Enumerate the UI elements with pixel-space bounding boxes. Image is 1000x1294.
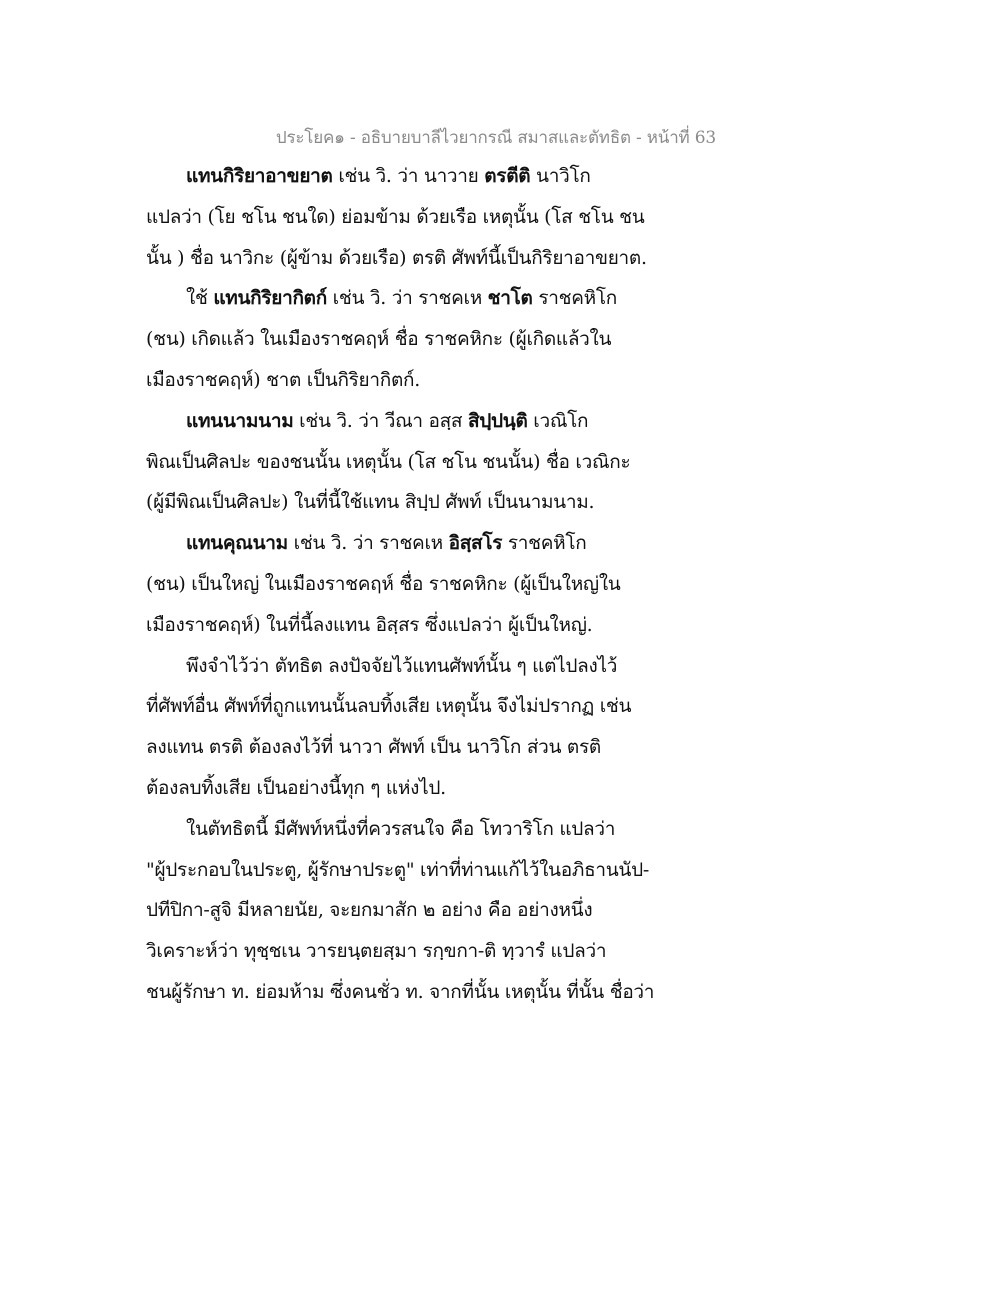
body-text bbox=[146, 156, 706, 1013]
text-segment: เมืองราชคฤห์) ในที่นี้ลงแทน อิสฺสร ซึ่งแปลว่า ผู้เป็นใหญ่. bbox=[146, 613, 593, 636]
paragraph bbox=[146, 809, 706, 1013]
text-segment: เช่น วิ. ว่า วีณา อสฺส bbox=[293, 409, 468, 432]
text-segment: ต้องลบทิ้งเสีย เป็นอย่างนี้ทุก ๆ แห่งไป. bbox=[146, 776, 446, 799]
text-line bbox=[146, 482, 706, 523]
bold-term: แทนกิริยากิตก์ bbox=[213, 287, 327, 310]
text-line bbox=[146, 360, 706, 401]
text-segment: นาวิโก bbox=[530, 165, 591, 187]
bold-term: อิสฺสโร bbox=[448, 532, 503, 555]
text-segment: (ผู้มีพิณเป็นศิลปะ) ในที่นี้ใช้แทน สิปฺป ศัพท์ เป็นนามนาม. bbox=[146, 491, 595, 514]
bold-term: แทนคุณนาม bbox=[186, 532, 288, 555]
text-segment: ราชคหิโก bbox=[532, 287, 617, 310]
text-segment: (ชน) เป็นใหญ่ ในเมืองราชคฤห์ ชื่อ ราชคหิกะ (ผู้เป็นใหญ่ใน bbox=[146, 572, 621, 595]
text-segment: วิเคราะห์ว่า ทุชฺชเน วารยนฺตยสฺมา รกฺขกา-ติ ทฺวารํ แปลว่า bbox=[146, 940, 607, 963]
text-line bbox=[146, 564, 706, 605]
text-line bbox=[146, 156, 706, 197]
running-header: ประโยค๑ - อธิบายบาลีไวยากรณี สมาสและตัทธิต - หน้าที่ 63 bbox=[275, 128, 716, 148]
paragraph bbox=[146, 523, 706, 645]
text-segment: เช่น วิ. ว่า ราชคเห bbox=[326, 287, 488, 310]
text-segment: เมืองราชคฤห์) ชาต เป็นกิริยากิตก์. bbox=[146, 368, 420, 391]
text-line bbox=[146, 523, 706, 564]
text-segment: เช่น วิ. ว่า ราชคเห bbox=[287, 532, 449, 555]
text-line bbox=[146, 646, 706, 687]
paragraph bbox=[146, 401, 706, 523]
text-segment: แปลว่า (โย ชโน ชนใด) ย่อมข้าม ด้วยเรือ เหตุนั้น (โส ชโน ชน bbox=[146, 205, 645, 228]
text-segment: ในตัทธิตนี้ มีศัพท์หนึ่งที่ควรสนใจ คือ โทวาริโก แปลว่า bbox=[186, 817, 616, 840]
text-segment: นั้น ) ชื่อ นาวิกะ (ผู้ข้าม ด้วยเรือ) ตรติ ศัพท์นี้เป็นกิริยาอาขยาต. bbox=[146, 246, 647, 269]
paragraph bbox=[146, 156, 706, 278]
text-segment: ราชคหิโก bbox=[502, 532, 587, 555]
paragraph bbox=[146, 646, 706, 809]
text-line bbox=[146, 605, 706, 646]
text-segment: ชนผู้รักษา ท. ย่อมห้าม ซึ่งคนชั่ว ท. จากที่นั้น เหตุนั้น ที่นั้น ชื่อว่า bbox=[146, 980, 655, 1003]
text-line bbox=[146, 197, 706, 238]
text-segment: "ผู้ประกอบในประตู, ผู้รักษาประตู" เท่าที่ท่านแก้ไว้ในอภิธานนัป- bbox=[146, 858, 649, 881]
text-segment: ใช้ bbox=[186, 287, 214, 310]
text-line bbox=[146, 931, 706, 972]
text-line bbox=[146, 809, 706, 850]
text-segment: (ชน) เกิดแล้ว ในเมืองราชคฤห์ ชื่อ ราชคหิกะ (ผู้เกิดแล้วใน bbox=[146, 328, 612, 351]
bold-term: ตรตีติ bbox=[484, 165, 531, 187]
text-segment: พิณเป็นศิลปะ ของชนนั้น เหตุนั้น (โส ชโน ชนนั้น) ชื่อ เวณิกะ bbox=[146, 450, 631, 473]
text-line bbox=[146, 972, 706, 1013]
text-segment: ลงแทน ตรติ ต้องลงไว้ที่ นาวา ศัพท์ เป็น นาวิโก ส่วน ตรติ bbox=[146, 736, 601, 759]
text-line bbox=[146, 850, 706, 891]
paragraph bbox=[146, 278, 706, 400]
text-segment: ปทีปิกา-สูจิ มีหลายนัย, จะยกมาสัก ๒ อย่าง คือ อย่างหนึ่ง bbox=[146, 899, 593, 922]
text-line bbox=[146, 686, 706, 727]
text-segment: ที่ศัพท์อื่น ศัพท์ที่ถูกแทนนั้นลบทิ้งเสีย เหตุนั้น จึงไม่ปรากฏ เช่น bbox=[146, 695, 632, 718]
text-line bbox=[146, 768, 706, 809]
bold-term: แทนกิริยาอาขยาต bbox=[186, 165, 333, 187]
text-line bbox=[146, 319, 706, 360]
bold-term: ชาโต bbox=[487, 287, 533, 310]
text-segment: เช่น วิ. ว่า นาวาย bbox=[332, 165, 485, 187]
text-line bbox=[146, 401, 706, 442]
text-line bbox=[146, 278, 706, 319]
text-segment: เวณิโก bbox=[527, 409, 589, 432]
text-line bbox=[146, 890, 706, 931]
text-line bbox=[146, 442, 706, 483]
bold-term: สิปฺปนฺติ bbox=[467, 409, 528, 432]
text-segment: พึงจำไว้ว่า ตัทธิต ลงปัจจัยไว้แทนศัพท์นั้น ๆ แต่ไปลงไว้ bbox=[186, 654, 618, 677]
bold-term: แทนนามนาม bbox=[186, 409, 294, 432]
text-line bbox=[146, 727, 706, 768]
text-line bbox=[146, 238, 706, 279]
